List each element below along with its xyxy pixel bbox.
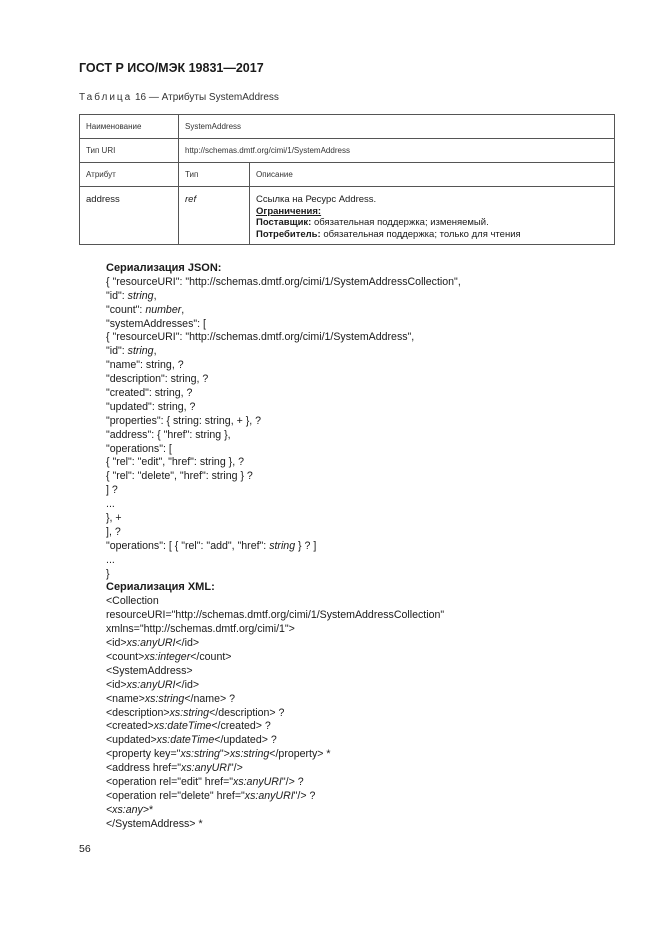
code-line	[106, 276, 461, 290]
page-number: 56	[79, 843, 91, 855]
name-label-cell: Наименование	[80, 115, 179, 139]
code-line	[106, 304, 461, 318]
code-line	[106, 456, 461, 470]
code-segment: }, +	[106, 512, 122, 525]
code-segment: "systemAddresses": [	[106, 317, 206, 330]
code-segment: *	[149, 803, 154, 816]
table-row	[80, 139, 615, 163]
code-segment: </count>	[190, 650, 232, 663]
code-segment: <operation rel="delete" href="	[106, 789, 245, 802]
code-line	[106, 679, 461, 693]
provider-label: Поставщик:	[256, 217, 312, 228]
code-segment: xmlns="http://schemas.dmtf.org/cimi/1">	[106, 623, 295, 636]
code-line	[106, 651, 461, 665]
code-line	[106, 387, 461, 401]
code-line	[106, 818, 461, 832]
code-segment: string	[269, 539, 296, 552]
code-line	[106, 720, 461, 734]
code-line	[106, 345, 461, 359]
code-segment: "id":	[106, 289, 128, 302]
table-caption	[79, 92, 279, 103]
code-line	[106, 568, 461, 582]
column-header-attribute: Атрибут	[80, 163, 179, 187]
code-segment: </description> ?	[209, 706, 285, 719]
code-segment: { "rel": "edit", "href": string }, ?	[106, 456, 244, 469]
code-segment: xs:dateTime	[156, 734, 215, 747]
serialization-block	[106, 262, 461, 832]
code-segment: ,	[153, 289, 157, 302]
code-segment: resourceURI="http://schemas.dmtf.org/cimi/1/SystemAddressCollection"	[106, 609, 445, 622]
code-line	[106, 290, 461, 304]
code-segment: "updated": string, ?	[106, 400, 196, 413]
provider-text: обязательная поддержка; изменяемый.	[311, 217, 489, 228]
code-segment: "/> ?	[293, 789, 316, 802]
code-segment: } ? ]	[295, 539, 317, 552]
code-segment: xs:string	[169, 706, 210, 719]
code-segment: number	[145, 303, 182, 316]
code-segment: <updated>	[106, 734, 157, 747]
code-line	[106, 373, 461, 387]
column-header-type: Тип	[179, 163, 250, 187]
code-line	[106, 637, 461, 651]
code-segment: "name": string, ?	[106, 359, 184, 372]
code-line	[106, 318, 461, 332]
code-segment: "created": string, ?	[106, 387, 193, 400]
code-line	[106, 359, 461, 373]
code-segment: "/> ?	[281, 775, 304, 788]
document-header: ГОСТ Р ИСО/МЭК 19831—2017	[79, 61, 264, 75]
code-line	[106, 484, 461, 498]
table-row	[80, 115, 615, 139]
code-line	[106, 776, 461, 790]
json-code	[106, 276, 461, 582]
code-line	[106, 748, 461, 762]
code-segment: ...	[106, 553, 115, 566]
code-segment: </id>	[175, 678, 200, 691]
code-segment: xs:string	[144, 692, 185, 705]
code-line	[106, 512, 461, 526]
code-segment: ], ?	[106, 525, 121, 538]
code-segment: "/>	[229, 762, 243, 775]
code-segment: xs:anyURI	[126, 637, 176, 650]
code-segment: }	[106, 567, 110, 580]
code-line	[106, 623, 461, 637]
json-section-title: Сериализация JSON:	[106, 262, 222, 274]
code-line	[106, 526, 461, 540]
code-line	[106, 331, 461, 345]
code-line	[106, 790, 461, 804]
code-segment: xs:anyURI	[233, 775, 282, 788]
code-line	[106, 443, 461, 457]
caption-prefix: Таблица	[79, 92, 133, 103]
description-cell	[250, 187, 615, 245]
name-value-cell: SystemAddress	[179, 115, 615, 139]
code-segment: </created> ?	[211, 720, 271, 733]
code-segment: "operations": [ { "rel": "add", "href":	[106, 539, 270, 552]
code-segment: string	[127, 345, 154, 358]
code-segment: </property> *	[269, 748, 331, 761]
code-segment: ...	[106, 498, 115, 511]
attribute-cell: address	[80, 187, 179, 245]
table-row	[80, 187, 615, 245]
code-line	[106, 734, 461, 748]
code-segment: xs:string	[229, 748, 270, 761]
code-line	[106, 415, 461, 429]
code-segment: <description>	[106, 706, 170, 719]
code-segment: <count>	[106, 650, 145, 663]
constraints-label: Ограничения:	[256, 205, 322, 217]
code-segment: { "resourceURI": "http://schemas.dmtf.org/cimi/1/SystemAddressCollection",	[106, 275, 461, 288]
code-line	[106, 498, 461, 512]
code-line	[106, 665, 461, 679]
uri-value-cell: http://schemas.dmtf.org/cimi/1/SystemAddress	[179, 139, 615, 163]
code-line	[106, 707, 461, 721]
code-line	[106, 693, 461, 707]
uri-label-cell: Тип URI	[80, 139, 179, 163]
code-segment: <SystemAddress>	[106, 664, 193, 677]
code-line	[106, 804, 461, 818]
code-segment: ">	[219, 748, 230, 761]
code-segment: ,	[153, 345, 157, 358]
code-line	[106, 540, 461, 554]
code-segment: "address": { "href": string },	[106, 428, 231, 441]
code-segment: xs:string	[180, 748, 220, 761]
code-segment: string	[127, 289, 154, 302]
column-header-description: Описание	[250, 163, 615, 187]
code-segment: "id":	[106, 345, 128, 358]
code-line	[106, 554, 461, 568]
code-line	[106, 762, 461, 776]
code-line	[106, 595, 461, 609]
table-header-row	[80, 163, 615, 187]
code-segment: "description": string, ?	[106, 373, 209, 386]
code-segment: xs:anyURI	[244, 789, 294, 802]
code-segment: xs:anyURI	[126, 678, 176, 691]
code-segment: </id>	[175, 637, 200, 650]
code-line	[106, 609, 461, 623]
code-line	[106, 401, 461, 415]
type-value: ref	[185, 194, 197, 205]
code-segment: ] ?	[106, 484, 118, 497]
code-segment: <Collection	[106, 595, 159, 608]
code-segment: "properties": { string: string, + }, ?	[106, 414, 262, 427]
xml-section-title: Сериализация XML:	[106, 581, 215, 594]
code-segment: <xs:any>	[106, 803, 149, 816]
code-segment: { "rel": "delete", "href": string } ?	[106, 470, 253, 483]
caption-text: 16 — Атрибуты SystemAddress	[132, 92, 279, 103]
code-line	[106, 429, 461, 443]
code-segment: xs:dateTime	[153, 720, 212, 733]
code-segment: ,	[181, 303, 185, 316]
code-line	[106, 470, 461, 484]
consumer-label: Потребитель:	[256, 228, 321, 240]
code-segment: </updated> ?	[214, 734, 277, 747]
code-segment: </name> ?	[184, 692, 235, 705]
xml-code	[106, 595, 461, 831]
code-segment: <name>	[106, 692, 145, 705]
code-segment: xs:anyURI	[181, 762, 230, 775]
code-segment: { "resourceURI": "http://schemas.dmtf.org/cimi/1/SystemAddress",	[106, 331, 415, 344]
consumer-text: обязательная поддержка; только для чтения	[320, 228, 521, 240]
code-segment: <created>	[106, 720, 154, 733]
code-segment: "operations": [	[106, 442, 172, 455]
attributes-table	[79, 114, 615, 245]
code-segment: xs:integer	[144, 650, 191, 663]
description-line: Ссылка на Ресурс Address.	[256, 194, 377, 205]
code-segment: <operation rel="edit" href="	[106, 775, 234, 788]
code-segment: </SystemAddress> *	[106, 817, 203, 830]
code-segment: "count":	[106, 303, 146, 316]
code-segment: <address href="	[106, 762, 182, 775]
provider-line	[256, 217, 608, 229]
type-cell	[179, 187, 250, 245]
code-segment: <id>	[106, 678, 127, 691]
code-segment: <id>	[106, 637, 127, 650]
consumer-line	[256, 229, 608, 241]
code-segment: <property key="	[106, 748, 181, 761]
